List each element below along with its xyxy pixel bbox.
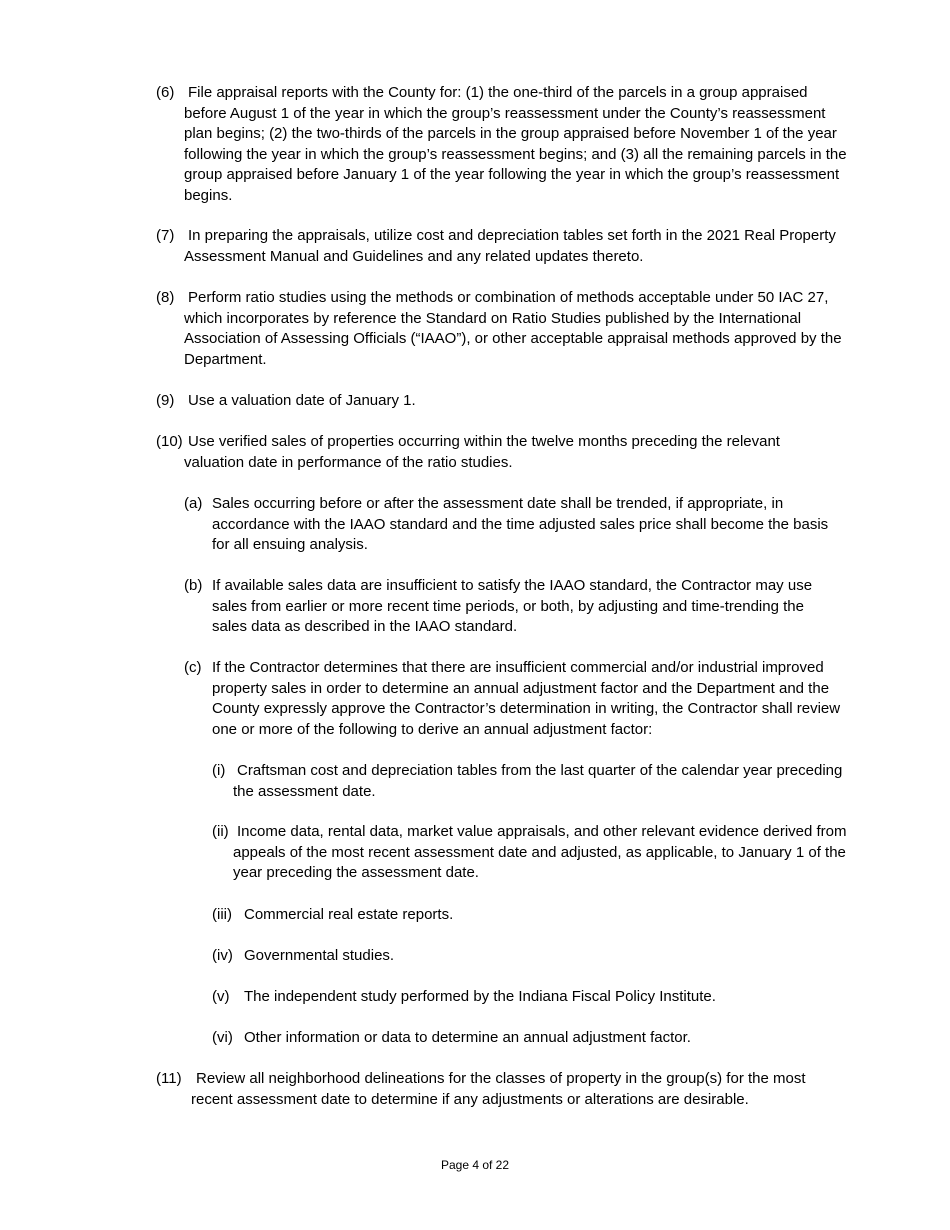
- item-text: Review all neighborhood delineations for the classes of property in the group(s) for the most recent assessment date to determine if any adjustments or alterations are desirable.: [191, 1070, 806, 1108]
- item-number: (iii): [212, 906, 232, 923]
- list-item-10c-vi: [212, 1028, 856, 1049]
- list-item-10c-v: [212, 987, 856, 1008]
- item-number: (8): [156, 289, 175, 306]
- item-number: (vi): [212, 1029, 233, 1046]
- item-number: (i): [212, 762, 226, 779]
- list-item-7: [156, 226, 856, 267]
- list-item-10c-ii: [212, 822, 856, 884]
- list-item-10a: [184, 494, 856, 556]
- item-number: (ii): [212, 823, 229, 840]
- list-item-6: [156, 83, 856, 206]
- item-number: (b): [184, 577, 203, 594]
- item-number: (iv): [212, 947, 233, 964]
- list-item-11: [156, 1069, 856, 1110]
- item-number: (11): [156, 1070, 182, 1087]
- list-item-8: [156, 288, 856, 370]
- page-number-footer: Page 4 of 22: [440, 1158, 510, 1172]
- item-text: Income data, rental data, market value appraisals, and other relevant evidence derived from appeals of the most recent assessment date and adjusted, as applicable, to January 1 of the year preceding the assessment date.: [233, 823, 847, 881]
- list-item-10c-i: [212, 761, 856, 802]
- item-text: If available sales data are insufficient to satisfy the IAAO standard, the Contractor may use sales from earlier or more recent time periods, or both, by adjusting and time-trending the sales data as described in the IAAO standard.: [212, 577, 813, 635]
- item-text: Perform ratio studies using the methods or combination of methods acceptable under 50 IAC 27, which incorporates by reference the Standard on Ratio Studies published by the International Association of Assessing Officials (“IAAO”), or other acceptable appraisal methods approved by the Department.: [184, 289, 842, 368]
- item-number: (9): [156, 392, 175, 409]
- item-number: (7): [156, 227, 175, 244]
- item-text: Governmental studies.: [244, 947, 395, 964]
- item-text: Use a valuation date of January 1.: [188, 392, 416, 409]
- list-item-10b: [184, 576, 856, 638]
- list-item-10: [156, 432, 856, 473]
- item-text: Sales occurring before or after the assessment date shall be trended, if appropriate, in accordance with the IAAO standard and the time adjusted sales price shall become the basis for all ensuing analysis.: [212, 495, 829, 553]
- item-text: Craftsman cost and depreciation tables from the last quarter of the calendar year preceding the assessment date.: [233, 762, 843, 800]
- item-number: (v): [212, 988, 230, 1005]
- list-item-9: [156, 391, 856, 412]
- list-item-10c: [184, 658, 856, 740]
- item-number: (a): [184, 495, 203, 512]
- item-number: (6): [156, 84, 175, 101]
- item-text: Use verified sales of properties occurring within the twelve months preceding the relevant valuation date in performance of the ratio studies.: [184, 433, 780, 471]
- item-number: (c): [184, 659, 202, 676]
- list-item-10c-iii: [212, 905, 856, 926]
- item-text: The independent study performed by the Indiana Fiscal Policy Institute.: [244, 988, 716, 1005]
- item-text: Other information or data to determine an annual adjustment factor.: [244, 1029, 691, 1046]
- item-number: (10): [156, 433, 183, 450]
- list-item-10c-iv: [212, 946, 856, 967]
- item-text: File appraisal reports with the County for: (1) the one-third of the parcels in a group appraised before August 1 of the year in which the group’s reassessment under the County’s reassessment plan begins; (2) the two-thirds of the parcels in the group appraised before November 1 of the year following the year in which the group’s reassessment begins; and (3) all the remaining parcels in the group appraised before January 1 of the year following the year in which the group’s reassessment begins.: [184, 84, 847, 204]
- item-text: Commercial real estate reports.: [244, 906, 454, 923]
- item-text: In preparing the appraisals, utilize cost and depreciation tables set forth in the 2021 Real Property Assessment Manual and Guidelines and any related updates thereto.: [184, 227, 836, 265]
- item-text: If the Contractor determines that there are insufficient commercial and/or industrial improved property sales in order to determine an annual adjustment factor and the Department and the County expressly approve the Contractor’s determination in writing, the Contractor shall review one or more of the following to derive an annual adjustment factor:: [212, 659, 841, 738]
